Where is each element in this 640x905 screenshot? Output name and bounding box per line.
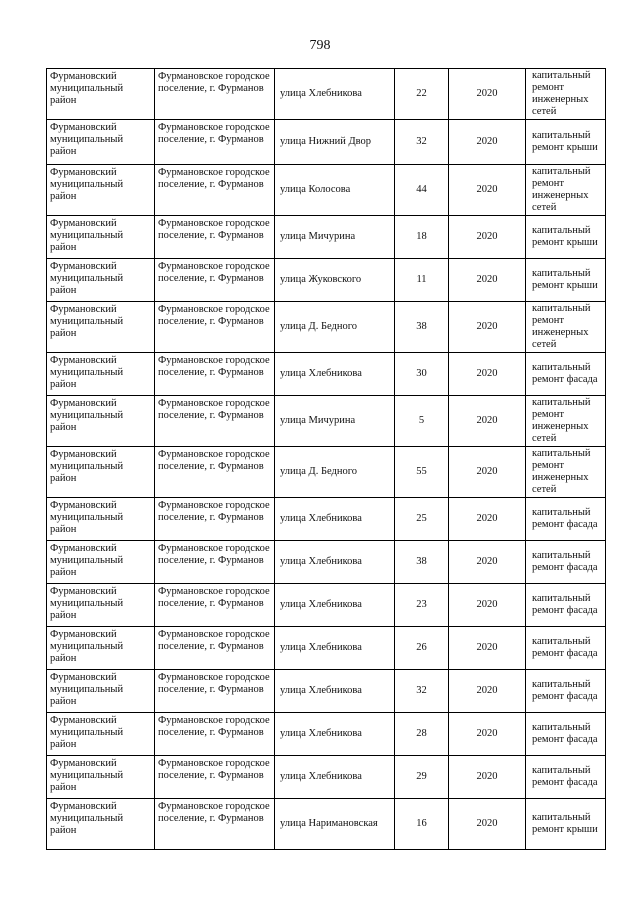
house-number-cell: 38 <box>395 541 449 584</box>
year-cell: 2020 <box>449 302 526 353</box>
street-cell: улица Хлебникова <box>275 713 395 756</box>
house-number-cell: 32 <box>395 670 449 713</box>
settlement-cell: Фурмановское городское поселение, г. Фурманов <box>155 353 275 396</box>
year-cell: 2020 <box>449 353 526 396</box>
street-cell: улица Хлебникова <box>275 756 395 799</box>
settlement-cell: Фурмановское городское поселение, г. Фурманов <box>155 396 275 447</box>
house-number-cell: 25 <box>395 498 449 541</box>
repair-type-cell: капитальный ремонт инженерных сетей <box>526 69 606 120</box>
settlement-cell: Фурмановское городское поселение, г. Фурманов <box>155 120 275 165</box>
table-row <box>47 353 606 396</box>
street-cell: улица Хлебникова <box>275 541 395 584</box>
repair-type-cell: капитальный ремонт инженерных сетей <box>526 447 606 498</box>
repair-type-cell: капитальный ремонт фасада <box>526 627 606 670</box>
table-row <box>47 713 606 756</box>
street-cell: улица Хлебникова <box>275 69 395 120</box>
settlement-cell: Фурмановское городское поселение, г. Фурманов <box>155 216 275 259</box>
house-number-cell: 18 <box>395 216 449 259</box>
settlement-cell: Фурмановское городское поселение, г. Фурманов <box>155 259 275 302</box>
house-number-cell: 11 <box>395 259 449 302</box>
page-number: 798 <box>309 38 331 53</box>
district-cell: Фурмановский муниципальный район <box>47 584 155 627</box>
repair-type-cell: капитальный ремонт фасада <box>526 584 606 627</box>
district-cell: Фурмановский муниципальный район <box>47 302 155 353</box>
house-number-cell: 26 <box>395 627 449 670</box>
table-row <box>47 216 606 259</box>
repair-type-cell: капитальный ремонт инженерных сетей <box>526 302 606 353</box>
table-row <box>47 447 606 498</box>
year-cell: 2020 <box>449 165 526 216</box>
year-cell: 2020 <box>449 756 526 799</box>
repair-type-cell: капитальный ремонт фасада <box>526 498 606 541</box>
street-cell: улица Хлебникова <box>275 627 395 670</box>
street-cell: улица Хлебникова <box>275 670 395 713</box>
table-row <box>47 498 606 541</box>
street-cell: улица Д. Бедного <box>275 447 395 498</box>
year-cell: 2020 <box>449 627 526 670</box>
settlement-cell: Фурмановское городское поселение, г. Фурманов <box>155 584 275 627</box>
table-row <box>47 120 606 165</box>
district-cell: Фурмановский муниципальный район <box>47 799 155 850</box>
settlement-cell: Фурмановское городское поселение, г. Фурманов <box>155 541 275 584</box>
table-row <box>47 627 606 670</box>
repair-schedule-table <box>46 68 606 850</box>
street-cell: улица Д. Бедного <box>275 302 395 353</box>
year-cell: 2020 <box>449 670 526 713</box>
table-row <box>47 799 606 850</box>
settlement-cell: Фурмановское городское поселение, г. Фурманов <box>155 302 275 353</box>
house-number-cell: 38 <box>395 302 449 353</box>
repair-type-cell: капитальный ремонт крыши <box>526 259 606 302</box>
settlement-cell: Фурмановское городское поселение, г. Фурманов <box>155 756 275 799</box>
year-cell: 2020 <box>449 259 526 302</box>
house-number-cell: 44 <box>395 165 449 216</box>
street-cell: улица Хлебникова <box>275 498 395 541</box>
table-row <box>47 302 606 353</box>
house-number-cell: 29 <box>395 756 449 799</box>
house-number-cell: 55 <box>395 447 449 498</box>
table-row <box>47 584 606 627</box>
table-row <box>47 756 606 799</box>
repair-type-cell: капитальный ремонт фасада <box>526 670 606 713</box>
repair-type-cell: капитальный ремонт фасада <box>526 541 606 584</box>
repair-type-cell: капитальный ремонт фасада <box>526 713 606 756</box>
house-number-cell: 28 <box>395 713 449 756</box>
repair-type-cell: капитальный ремонт фасада <box>526 756 606 799</box>
settlement-cell: Фурмановское городское поселение, г. Фурманов <box>155 627 275 670</box>
district-cell: Фурмановский муниципальный район <box>47 627 155 670</box>
street-cell: улица Хлебникова <box>275 584 395 627</box>
year-cell: 2020 <box>449 447 526 498</box>
year-cell: 2020 <box>449 584 526 627</box>
settlement-cell: Фурмановское городское поселение, г. Фурманов <box>155 799 275 850</box>
district-cell: Фурмановский муниципальный район <box>47 396 155 447</box>
district-cell: Фурмановский муниципальный район <box>47 670 155 713</box>
settlement-cell: Фурмановское городское поселение, г. Фурманов <box>155 670 275 713</box>
year-cell: 2020 <box>449 216 526 259</box>
table-body <box>47 69 606 850</box>
district-cell: Фурмановский муниципальный район <box>47 541 155 584</box>
year-cell: 2020 <box>449 498 526 541</box>
district-cell: Фурмановский муниципальный район <box>47 165 155 216</box>
settlement-cell: Фурмановское городское поселение, г. Фурманов <box>155 447 275 498</box>
street-cell: улица Хлебникова <box>275 353 395 396</box>
house-number-cell: 30 <box>395 353 449 396</box>
house-number-cell: 5 <box>395 396 449 447</box>
district-cell: Фурмановский муниципальный район <box>47 259 155 302</box>
street-cell: улица Нижний Двор <box>275 120 395 165</box>
street-cell: улица Колосова <box>275 165 395 216</box>
house-number-cell: 22 <box>395 69 449 120</box>
district-cell: Фурмановский муниципальный район <box>47 216 155 259</box>
year-cell: 2020 <box>449 541 526 584</box>
street-cell: улица Мичурина <box>275 396 395 447</box>
settlement-cell: Фурмановское городское поселение, г. Фурманов <box>155 165 275 216</box>
district-cell: Фурмановский муниципальный район <box>47 120 155 165</box>
settlement-cell: Фурмановское городское поселение, г. Фурманов <box>155 498 275 541</box>
year-cell: 2020 <box>449 799 526 850</box>
house-number-cell: 23 <box>395 584 449 627</box>
district-cell: Фурмановский муниципальный район <box>47 353 155 396</box>
year-cell: 2020 <box>449 69 526 120</box>
repair-type-cell: капитальный ремонт фасада <box>526 353 606 396</box>
settlement-cell: Фурмановское городское поселение, г. Фурманов <box>155 69 275 120</box>
table-row <box>47 396 606 447</box>
year-cell: 2020 <box>449 713 526 756</box>
repair-type-cell: капитальный ремонт крыши <box>526 120 606 165</box>
repair-type-cell: капитальный ремонт инженерных сетей <box>526 396 606 447</box>
repair-type-cell: капитальный ремонт крыши <box>526 799 606 850</box>
street-cell: улица Наримановская <box>275 799 395 850</box>
district-cell: Фурмановский муниципальный район <box>47 713 155 756</box>
year-cell: 2020 <box>449 120 526 165</box>
district-cell: Фурмановский муниципальный район <box>47 69 155 120</box>
repair-type-cell: капитальный ремонт крыши <box>526 216 606 259</box>
table-row <box>47 69 606 120</box>
street-cell: улица Жуковского <box>275 259 395 302</box>
repair-type-cell: капитальный ремонт инженерных сетей <box>526 165 606 216</box>
street-cell: улица Мичурина <box>275 216 395 259</box>
district-cell: Фурмановский муниципальный район <box>47 498 155 541</box>
table-row <box>47 670 606 713</box>
house-number-cell: 16 <box>395 799 449 850</box>
district-cell: Фурмановский муниципальный район <box>47 756 155 799</box>
year-cell: 2020 <box>449 396 526 447</box>
table-row <box>47 259 606 302</box>
table-row <box>47 165 606 216</box>
table-row <box>47 541 606 584</box>
house-number-cell: 32 <box>395 120 449 165</box>
district-cell: Фурмановский муниципальный район <box>47 447 155 498</box>
settlement-cell: Фурмановское городское поселение, г. Фурманов <box>155 713 275 756</box>
